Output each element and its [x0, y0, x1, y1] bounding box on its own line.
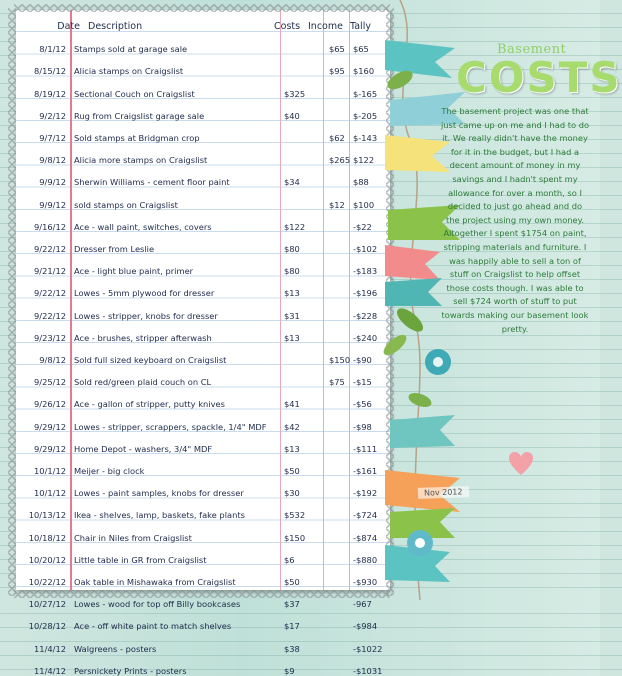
row-cost: $42	[284, 421, 300, 432]
row-date: 11/4/12	[34, 643, 66, 654]
row-date: 10/27/12	[28, 599, 66, 610]
row-date: 9/22/12	[34, 244, 66, 254]
row-date: 10/18/12	[28, 532, 66, 543]
row-date: 9/26/12	[34, 399, 66, 410]
title-big: COSTS	[456, 53, 622, 102]
row-date: 10/20/12	[28, 554, 66, 565]
row-cost: $13	[284, 443, 300, 454]
row-tally: -$1022	[353, 643, 383, 654]
row-description: Ace - light blue paint, primer	[74, 266, 194, 277]
row-description: Ikea - shelves, lamp, baskets, fake plants	[74, 510, 245, 521]
row-date: 9/22/12	[34, 288, 66, 299]
stitching-left	[8, 8, 16, 596]
row-cost: $17	[284, 621, 300, 632]
row-date: 9/2/12	[39, 110, 66, 121]
row-description: Walgreens - posters	[74, 643, 157, 654]
row-tally: -$22	[353, 221, 372, 232]
row-cost: $80	[284, 266, 300, 277]
row-income: $75	[329, 377, 345, 388]
row-description: Stamps sold at garage sale	[74, 44, 188, 55]
row-date: 10/13/12	[28, 510, 66, 521]
row-tally: $65	[353, 44, 369, 55]
stitching-top	[14, 4, 390, 12]
row-description: Lowes - stripper, knobs for dresser	[74, 310, 218, 321]
row-income: $65	[329, 44, 345, 55]
row-tally: -$874	[353, 532, 378, 543]
row-tally: -$930	[353, 577, 378, 587]
row-date: 9/22/12	[34, 310, 66, 321]
row-tally: -$724	[353, 510, 378, 521]
row-tally: -$98	[353, 421, 372, 432]
row-date: 9/25/12	[34, 377, 66, 388]
row-description: Home Depot - washers, 3/4" MDF	[74, 443, 213, 454]
row-tally: -$111	[353, 443, 378, 454]
row-description: Rug from Craigslist garage sale	[74, 110, 205, 121]
row-description: Persnickety Prints - posters	[74, 665, 187, 676]
row-description: Sold stamps at Bridgman crop	[74, 133, 200, 143]
row-cost: $325	[284, 88, 306, 99]
row-date: 10/1/12	[34, 466, 66, 476]
row-tally: -$196	[353, 288, 378, 299]
row-cost: $31	[284, 310, 300, 321]
row-cost: $50	[284, 466, 300, 476]
row-description: Oak table in Mishawaka from Craigslist	[74, 577, 236, 587]
row-cost: $50	[284, 577, 300, 587]
row-description: Sherwin Williams - cement floor paint	[74, 177, 230, 188]
row-date: 9/9/12	[39, 177, 66, 188]
row-cost: $34	[284, 177, 300, 188]
row-tally: -$984	[353, 621, 378, 632]
row-date: 9/16/12	[34, 221, 66, 232]
row-cost: $30	[284, 488, 300, 499]
column-line	[280, 10, 281, 590]
margin-line	[70, 10, 72, 590]
flower-center	[433, 357, 443, 367]
row-tally: $122	[353, 155, 375, 166]
row-cost: $150	[284, 532, 306, 543]
row-tally: -$880	[353, 554, 378, 565]
row-date: 10/1/12	[34, 488, 66, 499]
row-cost: $122	[284, 221, 306, 232]
title-small: Basement	[497, 42, 567, 57]
row-date: 9/7/12	[39, 133, 66, 143]
row-description: Sold red/green plaid couch on CL	[74, 377, 212, 388]
paper-flag	[385, 278, 442, 306]
row-cost: $38	[284, 643, 300, 654]
row-cost: $40	[284, 110, 300, 121]
row-description: Lowes - stripper, scrappers, spackle, 1/4" MDF	[74, 421, 267, 432]
row-date: 9/23/12	[34, 332, 66, 343]
row-date: 9/9/12	[39, 199, 66, 210]
row-tally: -$15	[353, 377, 372, 388]
row-description: Ace - gallon of stripper, putty knives	[74, 399, 225, 410]
header-costs: Costs	[274, 21, 301, 32]
row-date: 11/4/12	[34, 665, 66, 676]
row-income: $12	[329, 199, 345, 210]
row-date: 9/21/12	[34, 266, 66, 277]
row-tally: $160	[353, 66, 375, 77]
row-tally: -$240	[353, 332, 378, 343]
row-tally: -$228	[353, 310, 378, 321]
row-cost: $532	[284, 510, 306, 521]
row-description: Chair in Niles from Craigslist	[74, 532, 192, 543]
row-income: $62	[329, 133, 345, 143]
row-date: 8/19/12	[34, 88, 66, 99]
row-description: Meijer - big clock	[74, 466, 145, 476]
paper-flag	[390, 415, 455, 448]
row-cost: $13	[284, 288, 300, 299]
row-tally: -$102	[353, 244, 378, 254]
row-tally: $88	[353, 177, 369, 188]
row-date: 9/8/12	[39, 355, 66, 365]
row-description: Ace - brushes, stripper afterwash	[74, 332, 212, 343]
row-tally: -967	[353, 599, 372, 610]
row-date: 8/1/12	[39, 44, 66, 55]
row-description: Lowes - 5mm plywood for dresser	[74, 288, 215, 299]
column-line	[349, 10, 350, 590]
flower-center	[415, 538, 425, 548]
row-description: Ace - wall paint, switches, covers	[74, 221, 212, 232]
column-line	[323, 10, 324, 590]
paper-flag	[385, 245, 440, 280]
journal-text: The basement project was one that just came up on me and I had to do it. We really didn't have the money for it in the budget, but I had a decent amount of money in my savings and I hadn't spent my allowance for over a month, so I decided to just go ahead and do the project using my own money. Altogether I spent $1754 on paint, stripping materials and furniture. I was happily able to sell a ton of stuff on Craigslist to help offset those costs though. I was able to sell $724 worth of stuff to put towards making our basement look pretty.	[440, 106, 590, 334]
row-description: Lowes - paint samples, knobs for dresser	[74, 488, 244, 499]
header-description: Description	[88, 21, 143, 32]
header-tally: Tally	[350, 21, 371, 32]
row-date: 9/29/12	[34, 421, 66, 432]
row-description: Sold full sized keyboard on Craigslist	[74, 355, 227, 365]
row-income: $150	[329, 355, 351, 365]
row-tally: $-165	[353, 88, 378, 99]
header-income: Income	[308, 21, 343, 32]
date-tag: Nov 2012	[418, 486, 469, 499]
row-cost: $13	[284, 332, 300, 343]
row-date: 10/28/12	[28, 621, 66, 632]
row-description: Alicia stamps on Craigslist	[74, 66, 184, 77]
row-tally: $-143	[353, 133, 378, 143]
row-description: Alicia more stamps on Craigslist	[74, 155, 208, 166]
row-cost: $41	[284, 399, 300, 410]
row-description: sold stamps on Craigslist	[74, 199, 178, 210]
row-tally: -$90	[353, 355, 372, 365]
paper-flag	[385, 40, 455, 78]
row-tally: -$192	[353, 488, 378, 499]
row-income: $265	[329, 155, 351, 166]
row-description: Lowes - wood for top off Billy bookcases	[74, 599, 241, 610]
row-cost: $80	[284, 244, 300, 254]
row-description: Dresser from Leslie	[74, 244, 155, 254]
row-date: 9/29/12	[34, 443, 66, 454]
row-description: Ace - off white paint to match shelves	[74, 621, 232, 632]
row-cost: $9	[284, 665, 295, 676]
header-date: Date	[57, 21, 80, 32]
leaf	[393, 304, 427, 335]
row-tally: -$1031	[353, 665, 383, 676]
row-date: 10/22/12	[28, 577, 66, 587]
row-description: Little table in GR from Craigslist	[74, 554, 207, 565]
row-tally: $100	[353, 199, 375, 210]
row-tally: $-205	[353, 110, 378, 121]
ledger-paper	[16, 10, 390, 676]
row-date: 8/15/12	[34, 66, 66, 77]
leaf	[380, 331, 409, 358]
row-cost: $6	[284, 554, 295, 565]
row-income: $95	[329, 66, 345, 77]
row-description: Sectional Couch on Craigslist	[74, 88, 195, 99]
stitching-bottom	[14, 590, 390, 598]
row-cost: $37	[284, 599, 300, 610]
row-tally: -$161	[353, 466, 378, 476]
heart-icon	[507, 451, 535, 477]
row-date: 9/8/12	[39, 155, 66, 166]
row-tally: -$183	[353, 266, 378, 277]
row-tally: -$56	[353, 399, 372, 410]
